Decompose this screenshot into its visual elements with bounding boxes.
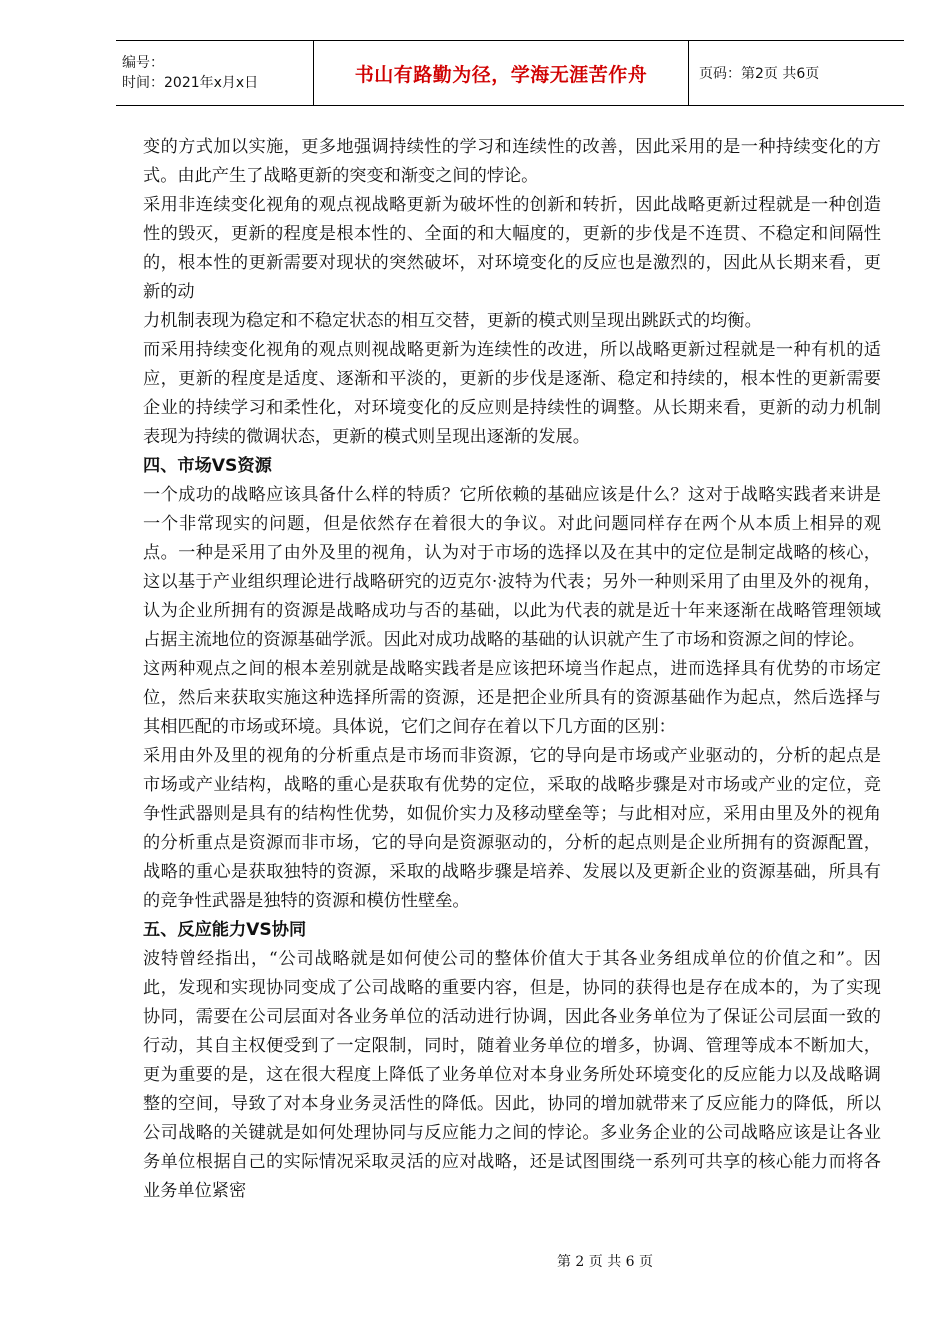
footer-page-number: 第 2 页 共 6 页 xyxy=(556,1254,654,1270)
doc-time-label: 时间：2021年x月x日 xyxy=(122,75,259,91)
doc-number-label: 编号： xyxy=(122,55,164,71)
page-indicator: 页码：第2页 共6页 xyxy=(699,66,820,82)
paragraph: 变的方式加以实施，更多地强调持续性的学习和连续性的改善，因此采用的是一种持续变化的方式。由此产生了战略更新的突变和渐变之间的悖论。 xyxy=(143,137,881,186)
document-body xyxy=(143,133,881,1206)
motto-text: 书山有路勤为径，学海无涯苦作舟 xyxy=(354,63,648,86)
paragraph: 采用非连续变化视角的观点视战略更新为破坏性的创新和转折，因此战略更新过程就是一种创造性的毁灭，更新的程度是根本性的、全面的和大幅度的，更新的步伐是不连贯、不稳定和间隔性的，根本性的更新需要对现状的突然破坏，对环境变化的反应也是激烈的，因此从长期来看，更新的动 xyxy=(143,195,881,302)
paragraph: 波特曾经指出，“公司战略就是如何使公司的整体价值大于其各业务组成单位的价值之和”。因此，发现和实现协同变成了公司战略的重要内容，但是，协同的获得也是存在成本的，为了实现协同，需要在公司层面对各业务单位的活动进行协调，因此各业务单位为了保证公司层面一致的行动，其自主权便受到了一定限制，同时，随着业务单位的增多，协调、管理等成本不断加大，更为重要的是，这在很大程度上降低了业务单位对本身业务所处环境变化的反应能力以及战略调整的空间，导致了对本身业务灵活性的降低。因此，协同的增加就带来了反应能力的降低，所以公司战略的关键就是如何处理协同与反应能力之间的悖论。多业务企业的公司战略应该是让各业务单位根据自己的实际情况采取灵活的应对战略，还是试图围绕一系列可共享的核心能力而将各业务单位紧密 xyxy=(143,949,881,1201)
header-table xyxy=(116,40,904,106)
page-footer xyxy=(0,1252,950,1272)
section-heading-5: 五、反应能力VS协同 xyxy=(143,920,307,940)
paragraph: 采用由外及里的视角的分析重点是市场而非资源，它的导向是市场或产业驱动的，分析的起点是市场或产业结构，战略的重心是获取有优势的定位，采取的战略步骤是对市场或产业的定位，竞争性武器则是具有的结构性优势，如侃价实力及移动壁垒等；与此相对应，采用由里及外的视角的分析重点是资源而非市场，它的导向是资源驱动的，分析的起点则是企业所拥有的资源配置，战略的重心是获取独特的资源，采取的战略步骤是培养、发展以及更新企业的资源基础，所具有的竞争性武器是独特的资源和模仿性壁垒。 xyxy=(143,746,881,911)
header-motto-cell xyxy=(314,41,689,106)
header-left-cell xyxy=(116,41,314,106)
paragraph: 而采用持续变化视角的观点则视战略更新为连续性的改进，所以战略更新过程就是一种有机的适应，更新的程度是适度、逐渐和平淡的，更新的步伐是逐渐、稳定和持续的，根本性的更新需要企业的持续学习和柔性化，对环境变化的反应则是持续性的调整。从长期来看，更新的动力机制表现为持续的微调状态，更新的模式则呈现出逐渐的发展。 xyxy=(143,340,881,447)
header-page-cell xyxy=(689,41,905,106)
paragraph: 这两种观点之间的根本差别就是战略实践者是应该把环境当作起点，进而选择具有优势的市场定位，然后来获取实施这种选择所需的资源，还是把企业所具有的资源基础作为起点，然后选择与其相匹配的市场或环境。具体说，它们之间存在着以下几方面的区别： xyxy=(143,659,881,737)
section-heading-4: 四、市场VS资源 xyxy=(143,456,272,476)
paragraph: 一个成功的战略应该具备什么样的特质？它所依赖的基础应该是什么？这对于战略实践者来讲是一个非常现实的问题，但是依然存在着很大的争议。对此问题同样存在两个从本质上相异的观点。一种是采用了由外及里的视角，认为对于市场的选择以及在其中的定位是制定战略的核心，这以基于产业组织理论进行战略研究的迈克尔·波特为代表；另外一种则采用了由里及外的视角，认为企业所拥有的资源是战略成功与否的基础，以此为代表的就是近十年来逐渐在战略管理领域占据主流地位的资源基础学派。因此对成功战略的基础的认识就产生了市场和资源之间的悖论。 xyxy=(143,485,881,650)
paragraph: 力机制表现为稳定和不稳定状态的相互交替，更新的模式则呈现出跳跃式的均衡。 xyxy=(143,311,762,331)
